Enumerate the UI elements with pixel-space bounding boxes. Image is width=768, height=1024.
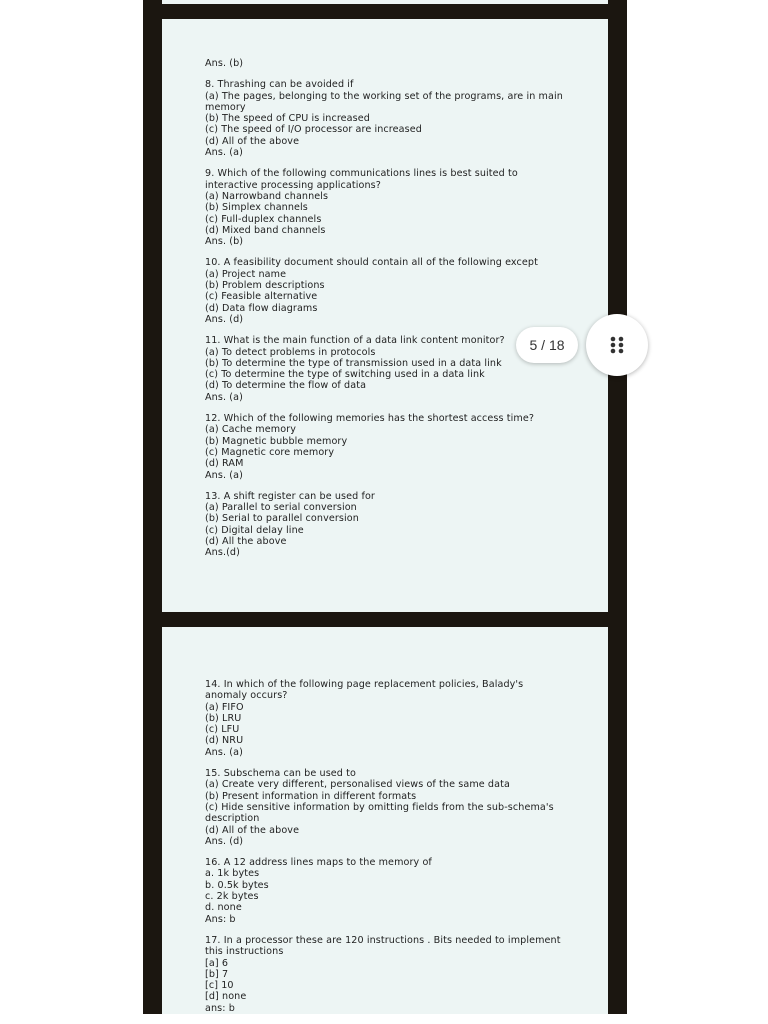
question-line: 9. Which of the following communications lines is best suited to [205,168,518,180]
question-line: (b) The speed of CPU is increased [205,113,370,125]
drag-grid-icon [610,336,624,354]
question-line: description [205,813,260,825]
question-line: (a) Create very different, personalised views of the same data [205,779,510,791]
question-line: 12. Which of the following memories has the shortest access time? [205,413,535,425]
question-line: Ans. (b) [205,58,244,69]
question-line: [a] 6 [205,957,229,969]
question-line: 10. A feasibility document should contain all of the following except [205,257,538,269]
question-line: 8. Thrashing can be avoided if [205,79,354,91]
question-block [205,168,588,247]
question-line: (a) The pages, belonging to the working set of the programs, are in main [205,90,563,102]
question-line: (d) All the above [205,535,287,547]
question-block [205,257,588,325]
page-indicator [516,327,578,363]
question-line: 16. A 12 address lines maps to the memory of [205,857,432,869]
question-line: (d) All of the above [205,824,300,836]
question-line: (a) Parallel to serial conversion [205,502,357,514]
question-line: c. 2k bytes [205,891,259,903]
question-line: (c) The speed of I/O processor are increased [205,124,422,136]
question-line: (a) Narrowband channels [205,190,329,202]
question-line: (b) Simplex channels [205,202,308,214]
question-line: 11. What is the main function of a data link content monitor? [205,335,505,347]
question-line: 15. Subschema can be used to [205,768,356,780]
question-line: (d) Data flow diagrams [205,302,318,314]
question-line: [d] none [205,991,247,1003]
question-line: (b) Problem descriptions [205,280,325,292]
question-line: (d) All of the above [205,135,300,147]
question-line: Ans. (b) [205,236,244,248]
question-block [205,79,588,158]
question-line: (d) NRU [205,735,244,747]
question-line: (a) To detect problems in protocols [205,346,376,358]
question-line: d. none [205,902,242,914]
question-block [205,413,588,481]
previous-page [162,0,608,4]
drag-grid-button[interactable] [586,314,648,376]
page-6 [162,627,608,1014]
question-block [205,491,588,559]
question-line: anomaly occurs? [205,690,288,702]
question-block [205,857,588,925]
question-line: Ans. (a) [205,147,243,159]
question-line: (c) Hide sensitive information by omitting fields from the sub-schema's [205,801,554,813]
page-indicator-text: 5 / 18 [529,337,565,353]
question-line: interactive processing applications? [205,179,381,191]
question-line: this instructions [205,946,284,958]
question-line: [b] 7 [205,968,229,980]
question-line: Ans. (d) [205,313,244,325]
question-line: (a) FIFO [205,701,244,713]
question-line: (c) Full-duplex channels [205,213,322,225]
question-line: (c) Digital delay line [205,524,304,536]
question-line: Ans. (a) [205,746,243,758]
question-line: (a) Project name [205,268,287,280]
question-line: memory [205,101,246,113]
question-line: (c) To determine the type of switching used in a data link [205,369,485,381]
question-line: (b) To determine the type of transmission used in a data link [205,357,502,369]
question-line: (d) Mixed band channels [205,224,326,236]
question-line: (d) RAM [205,458,244,470]
question-block [205,768,588,847]
question-line: (b) LRU [205,712,242,724]
question-line: (c) Magnetic core memory [205,446,335,458]
question-block [205,679,588,758]
question-block [205,935,588,1014]
question-line: (b) Magnetic bubble memory [205,435,348,447]
question-line: (c) Feasible alternative [205,291,318,303]
question-line: ans: b [205,1002,235,1014]
question-line: Ans. (d) [205,835,244,847]
question-block [205,58,588,69]
question-line: 17. In a processor these are 120 instructions . Bits needed to implement [205,934,561,946]
question-line: Ans.(d) [205,547,240,559]
question-line: (b) Serial to parallel conversion [205,513,359,525]
question-line: 14. In which of the following page replacement policies, Balady's [205,679,524,690]
question-line: a. 1k bytes [205,868,260,880]
question-line: (d) To determine the flow of data [205,380,367,392]
question-line: Ans: b [205,913,236,925]
question-line: (b) Present information in different formats [205,790,417,802]
question-line: (a) Cache memory [205,424,296,436]
document-viewer[interactable] [143,0,627,1014]
question-line: [c] 10 [205,980,234,992]
question-line: Ans. (a) [205,391,243,403]
question-line: (c) LFU [205,724,240,736]
page-5 [162,19,608,612]
question-line: 13. A shift register can be used for [205,490,375,502]
question-line: Ans. (a) [205,469,243,481]
question-line: b. 0.5k bytes [205,879,269,891]
